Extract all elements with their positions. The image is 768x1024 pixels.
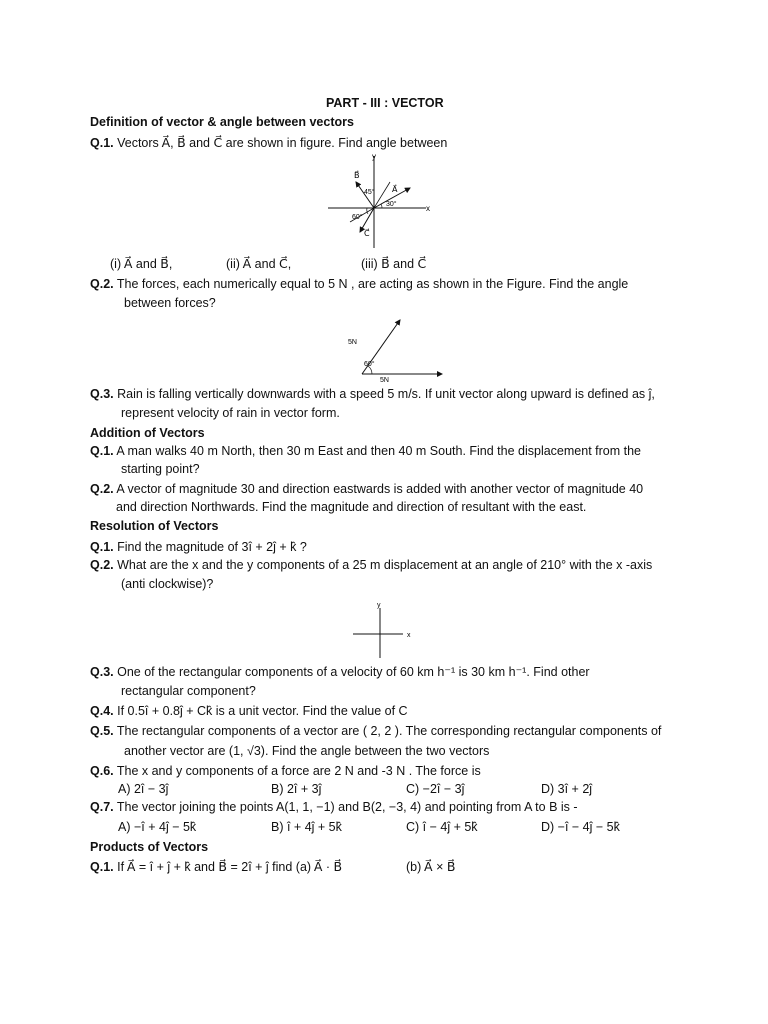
question-number: Q.2.	[90, 558, 114, 572]
question-text: A man walks 40 m North, then 30 m East and then 40 m South. Find the displacement from the	[116, 444, 642, 458]
question-number: Q.3.	[90, 665, 114, 679]
question-text: The rectangular components of a vector are ( 2, 2 ). The corresponding rectangular components of	[116, 724, 662, 738]
question-text-continued: starting point?	[121, 462, 200, 476]
q7-option-d: D) −î − 4ĵ − 5k̂	[541, 820, 620, 834]
page-title: PART - III : VECTOR	[326, 96, 444, 110]
q1-part-ii: (ii) A⃗ and C⃗,	[226, 257, 292, 271]
question-res-q7	[90, 800, 578, 815]
question-res-q3	[90, 665, 590, 680]
question-text: The vector joining the points A(1, 1, −1) and B(2, −3, 4) and pointing from A to B is -	[116, 800, 578, 814]
figure-two-forces	[340, 314, 450, 384]
q6-option-d: D) 3î + 2ĵ	[541, 782, 593, 796]
question-text: A vector of magnitude 30 and direction eastwards is added with another vector of magnitude 40	[116, 482, 644, 496]
question-text: Rain is falling vertically downwards with a speed 5 m/s. If unit vector along upward is defined as ĵ,	[117, 387, 655, 401]
angle-arc-30	[381, 204, 382, 208]
question-res-q1	[90, 540, 307, 555]
question-text: What are the x and the y components of a 25 m displacement at an angle of 210° with the x -axis	[117, 558, 653, 572]
question-add-q1	[90, 444, 641, 459]
question-text: If 0.5î + 0.8ĵ + Ck̂ is a unit vector. Find the value of C	[117, 704, 408, 718]
section-heading-definition: Definition of vector & angle between vectors	[90, 115, 354, 129]
question-res-q4	[90, 704, 408, 719]
y-axis-label: y	[372, 152, 376, 161]
question-text: The forces, each numerically equal to 5 N , are acting as shown in the Figure. Find the angle	[116, 277, 629, 291]
question-number: Q.1.	[90, 540, 114, 554]
question-number: Q.2.	[90, 482, 114, 496]
angle-label: 60°	[364, 361, 375, 368]
angle-60-label: 60°	[352, 214, 363, 221]
question-text: One of the rectangular components of a velocity of 60 km h⁻¹ is 30 km h⁻¹. Find other	[117, 665, 590, 679]
question-text-continued: (anti clockwise)?	[121, 577, 214, 591]
question-text: If A⃗ = î + ĵ + k̂ and B⃗ = 2î + ĵ find (a) A⃗ · B⃗	[117, 860, 343, 874]
angle-arc-60	[367, 208, 368, 214]
section-heading-addition: Addition of Vectors	[90, 426, 205, 440]
question-number: Q.5.	[90, 724, 114, 738]
q6-option-a: A) 2î − 3ĵ	[118, 782, 169, 796]
question-res-q5	[90, 724, 661, 739]
vector-a-label: A⃗	[392, 185, 398, 194]
question-number: Q.6.	[90, 764, 114, 778]
q7-option-c: C) î − 4ĵ + 5k̂	[406, 820, 478, 834]
question-text: Find the magnitude of 3î + 2ĵ + k̂ ?	[117, 540, 307, 554]
prod-q1-part-b: (b) A⃗ × B⃗	[406, 860, 456, 874]
x-axis-label: x	[426, 204, 430, 213]
q6-option-b: B) 2î + 3ĵ	[271, 782, 322, 796]
section-heading-resolution: Resolution of Vectors	[90, 519, 219, 533]
question-text-continued: and direction Northwards. Find the magnitude and direction of resultant with the east.	[116, 500, 587, 514]
q7-option-a: A) −î + 4ĵ − 5k̂	[118, 820, 197, 834]
question-number: Q.3.	[90, 387, 114, 401]
question-text: The x and y components of a force are 2 N and -3 N . The force is	[116, 764, 481, 778]
question-def-q1	[90, 136, 447, 151]
question-res-q2	[90, 558, 652, 573]
q1-part-i: (i) A⃗ and B⃗,	[110, 257, 173, 271]
question-text-continued: another vector are (1, √3). Find the angle between the two vectors	[124, 744, 490, 758]
angle-45-label: 45°	[364, 189, 375, 196]
vector-b-label: B⃗	[354, 171, 360, 180]
question-text: Vectors A⃗, B⃗ and C⃗ are shown in figure. Find angle between	[117, 136, 448, 150]
question-number: Q.1.	[90, 136, 114, 150]
question-number: Q.1.	[90, 860, 114, 874]
question-number: Q.2.	[90, 277, 114, 291]
figure-vectors-abc	[320, 150, 470, 250]
question-prod-q1	[90, 860, 342, 875]
question-res-q6	[90, 764, 481, 779]
vector-c-label: C⃗	[364, 229, 370, 238]
question-text-continued: rectangular component?	[121, 684, 256, 698]
q6-option-c: C) −2î − 3ĵ	[406, 782, 465, 796]
y-axis-label: y	[377, 602, 381, 609]
question-add-q2	[90, 482, 643, 497]
question-text-continued: represent velocity of rain in vector form.	[121, 406, 340, 420]
question-number: Q.7.	[90, 800, 114, 814]
figure-axes	[345, 598, 425, 660]
section-heading-products: Products of Vectors	[90, 840, 209, 854]
question-number: Q.1.	[90, 444, 114, 458]
force-horizontal-label: 5N	[380, 377, 389, 384]
question-def-q3	[90, 387, 655, 402]
force-inclined-label: 5N	[348, 339, 357, 346]
q7-option-b: B) î + 4ĵ + 5k̂	[271, 820, 342, 834]
angle-30-label: 30°	[386, 201, 397, 208]
x-axis-label: x	[407, 632, 411, 639]
question-text-continued: between forces?	[124, 296, 216, 310]
question-def-q2	[90, 277, 628, 292]
question-number: Q.4.	[90, 704, 114, 718]
q1-part-iii: (iii) B⃗ and C⃗	[361, 257, 427, 271]
